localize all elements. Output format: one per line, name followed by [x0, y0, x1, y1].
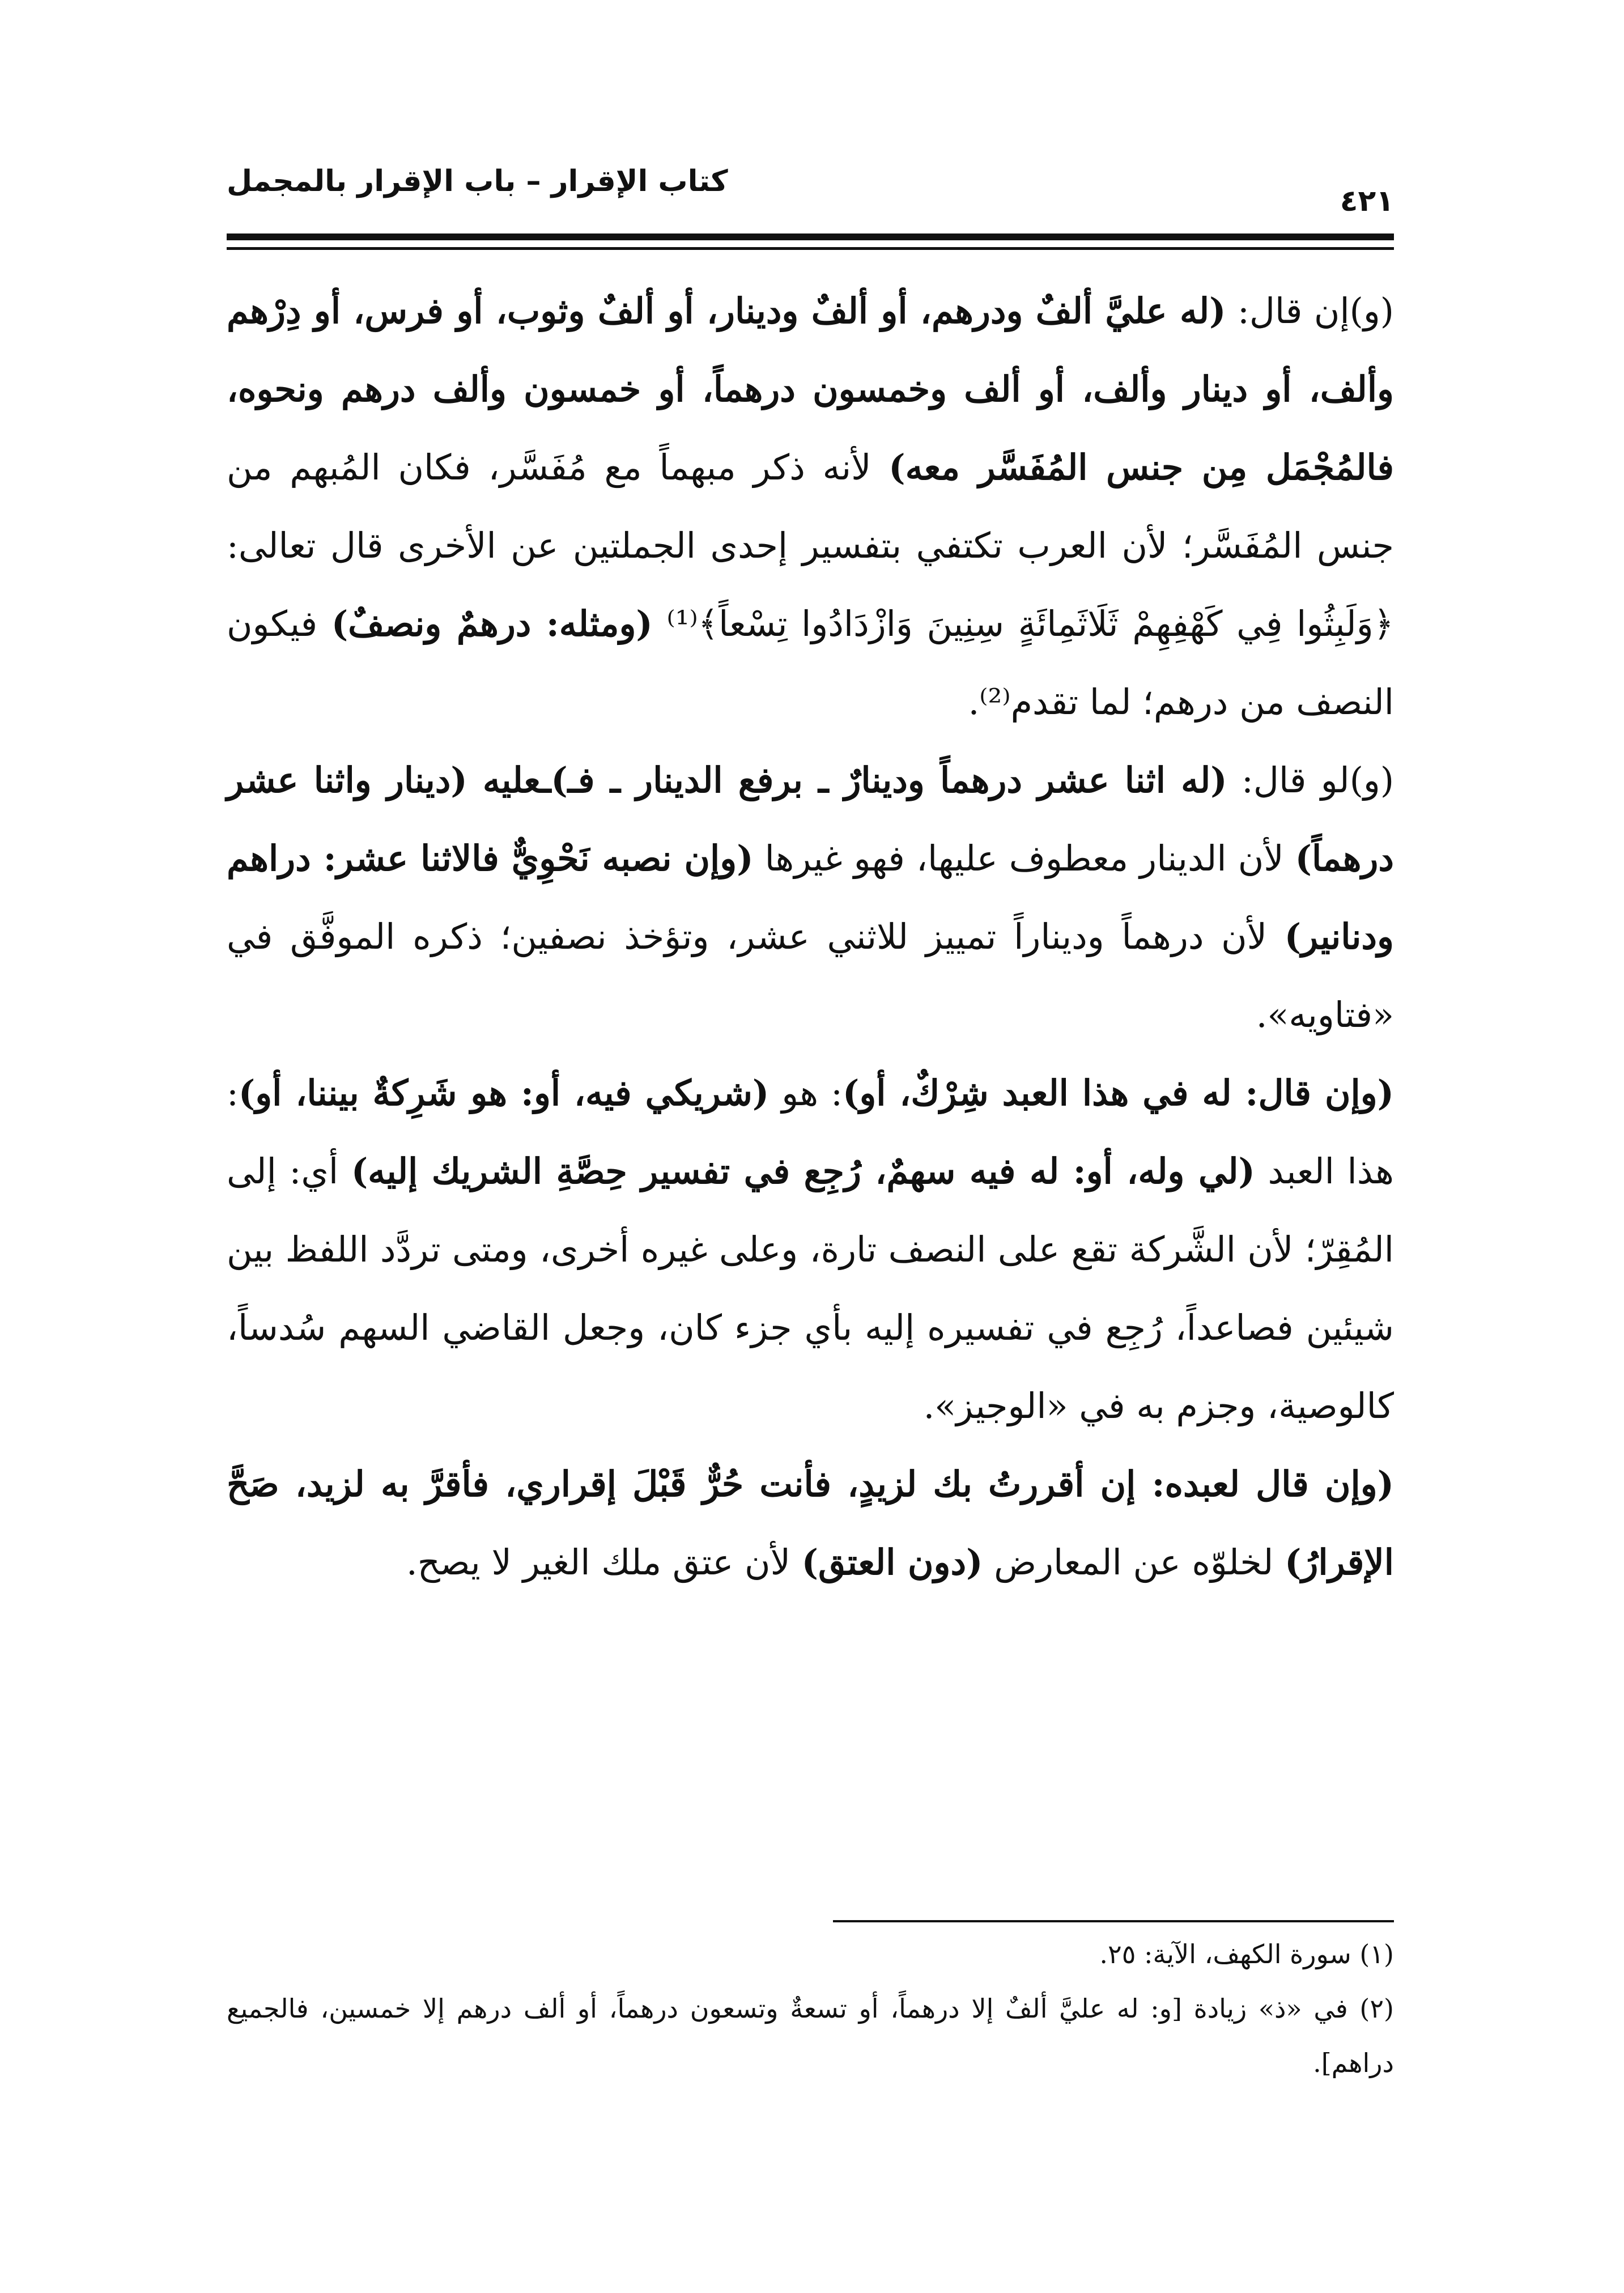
- text-run: : هذا العبد: [227, 1072, 1394, 1192]
- text-run: لأن درهماً وديناراً تمييز للاثني عشر، وتؤخذ نصفين؛ ذكره الموفَّق في «فتاويه».: [227, 916, 1394, 1035]
- matn-text: (شريكي فيه، أو: هو شَرِكةٌ بيننا، أو): [238, 1072, 770, 1114]
- running-title: كتاب الإقرار – باب الإقرار بالمجمل: [227, 164, 728, 198]
- main-text: [227, 272, 1394, 1602]
- matn-text: (وإن قال: له في هذا العبد شِرْكٌ، أو): [842, 1072, 1394, 1114]
- footnote-separator: [833, 1920, 1394, 1922]
- text-run: : هو: [769, 1072, 843, 1114]
- paragraph: [227, 741, 1394, 1054]
- paragraph: [227, 272, 1394, 741]
- text-run: أي: إلى المُقِرّ؛ لأن الشَّركة تقع على النصف تارة، وعلى غيره أخرى، ومتى تردَّد اللفظ بين شيئين فصاعداً، رُجِع في تفسيره إليه بأي جزء كان، وجعل القاضي السهم سُدساً، كالوصية، وجزم به في «الوجيز».: [227, 1150, 1394, 1426]
- paragraph: [227, 1445, 1394, 1602]
- page-number: ٤٢١: [1340, 184, 1394, 218]
- text-run: لخلوّه عن المعارض: [983, 1542, 1285, 1583]
- text-run: (و)إن قال:: [1226, 290, 1394, 332]
- text-run: لأنه ذكر مبهماً مع مُفَسَّر، فكان المُبهم من جنس المُفَسَّر؛ لأن العرب تكتفي بتفسير إحدى الجملتين عن الأخرى قال تعالى: ﴿وَلَبِثُوا فِي كَهْفِهِمْ ثَلَاثَمِائَةٍ سِنِينَ وَازْدَادُوا تِسْعاً﴾⁽¹⁾: [227, 447, 1394, 644]
- text-run: فيكون النصف من درهم؛ لما تقدم⁽²⁾.: [227, 603, 1394, 723]
- matn-text: (له عليَّ ألفٌ ودرهم، أو ألفٌ ودينار، أو ألفٌ وثوب، أو فرس، أو دِرْهم وألف، أو دينار وألف، أو ألف وخمسون درهماً، أو خمسون وألف درهم ونحوه، فالمُجْمَل مِن جنس المُفَسَّر معه): [227, 290, 1394, 488]
- footnote: (٢) في «ذ» زيادة [و: له عليَّ ألفٌ إلا درهماً، أو تسعةٌ وتسعون درهماً، أو ألف درهم إلا خمسين، فالجميع دراهم].: [227, 1993, 1394, 2078]
- header-rule-thin: [227, 247, 1394, 250]
- text-run: لأن عتق ملك الغير لا يصح.: [406, 1542, 802, 1583]
- footnote: (١) سورة الكهف، الآية: ٢٥.: [1099, 1939, 1394, 1969]
- matn-text: (دون العتق): [801, 1542, 983, 1583]
- matn-text: (وإن نصبه نَحْوِيٌّ فالاثنا عشر: دراهم ودنانير): [227, 838, 1394, 957]
- page-header: [227, 153, 1394, 238]
- matn-text: (وإن قال لعبده: إن أقررتُ بك لزيدٍ، فأنت حُرٌّ قَبْلَ إقراري، فأقرَّ به لزيد، صَحَّ الإقرارُ): [227, 1463, 1394, 1583]
- text-run: (و)لو قال:: [1227, 759, 1395, 801]
- matn-text: (له اثنا عشر درهماً ودينارٌ ـ برفع الدينار ـ فـ)ـعليه (دينار واثنا عشر درهماً): [227, 759, 1394, 879]
- header-rule-thick: [227, 233, 1394, 240]
- matn-text: (ومثله: درهمٌ ونصفٌ): [331, 603, 653, 644]
- matn-text: (لي وله، أو: له فيه سهمٌ، رُجِع في تفسير حِصَّةِ الشريك إليه): [351, 1150, 1255, 1192]
- paragraph: [227, 1054, 1394, 1445]
- text-run: لأن الدينار معطوف عليها، فهو غيرها: [753, 838, 1295, 879]
- footnotes: [227, 1927, 1394, 2090]
